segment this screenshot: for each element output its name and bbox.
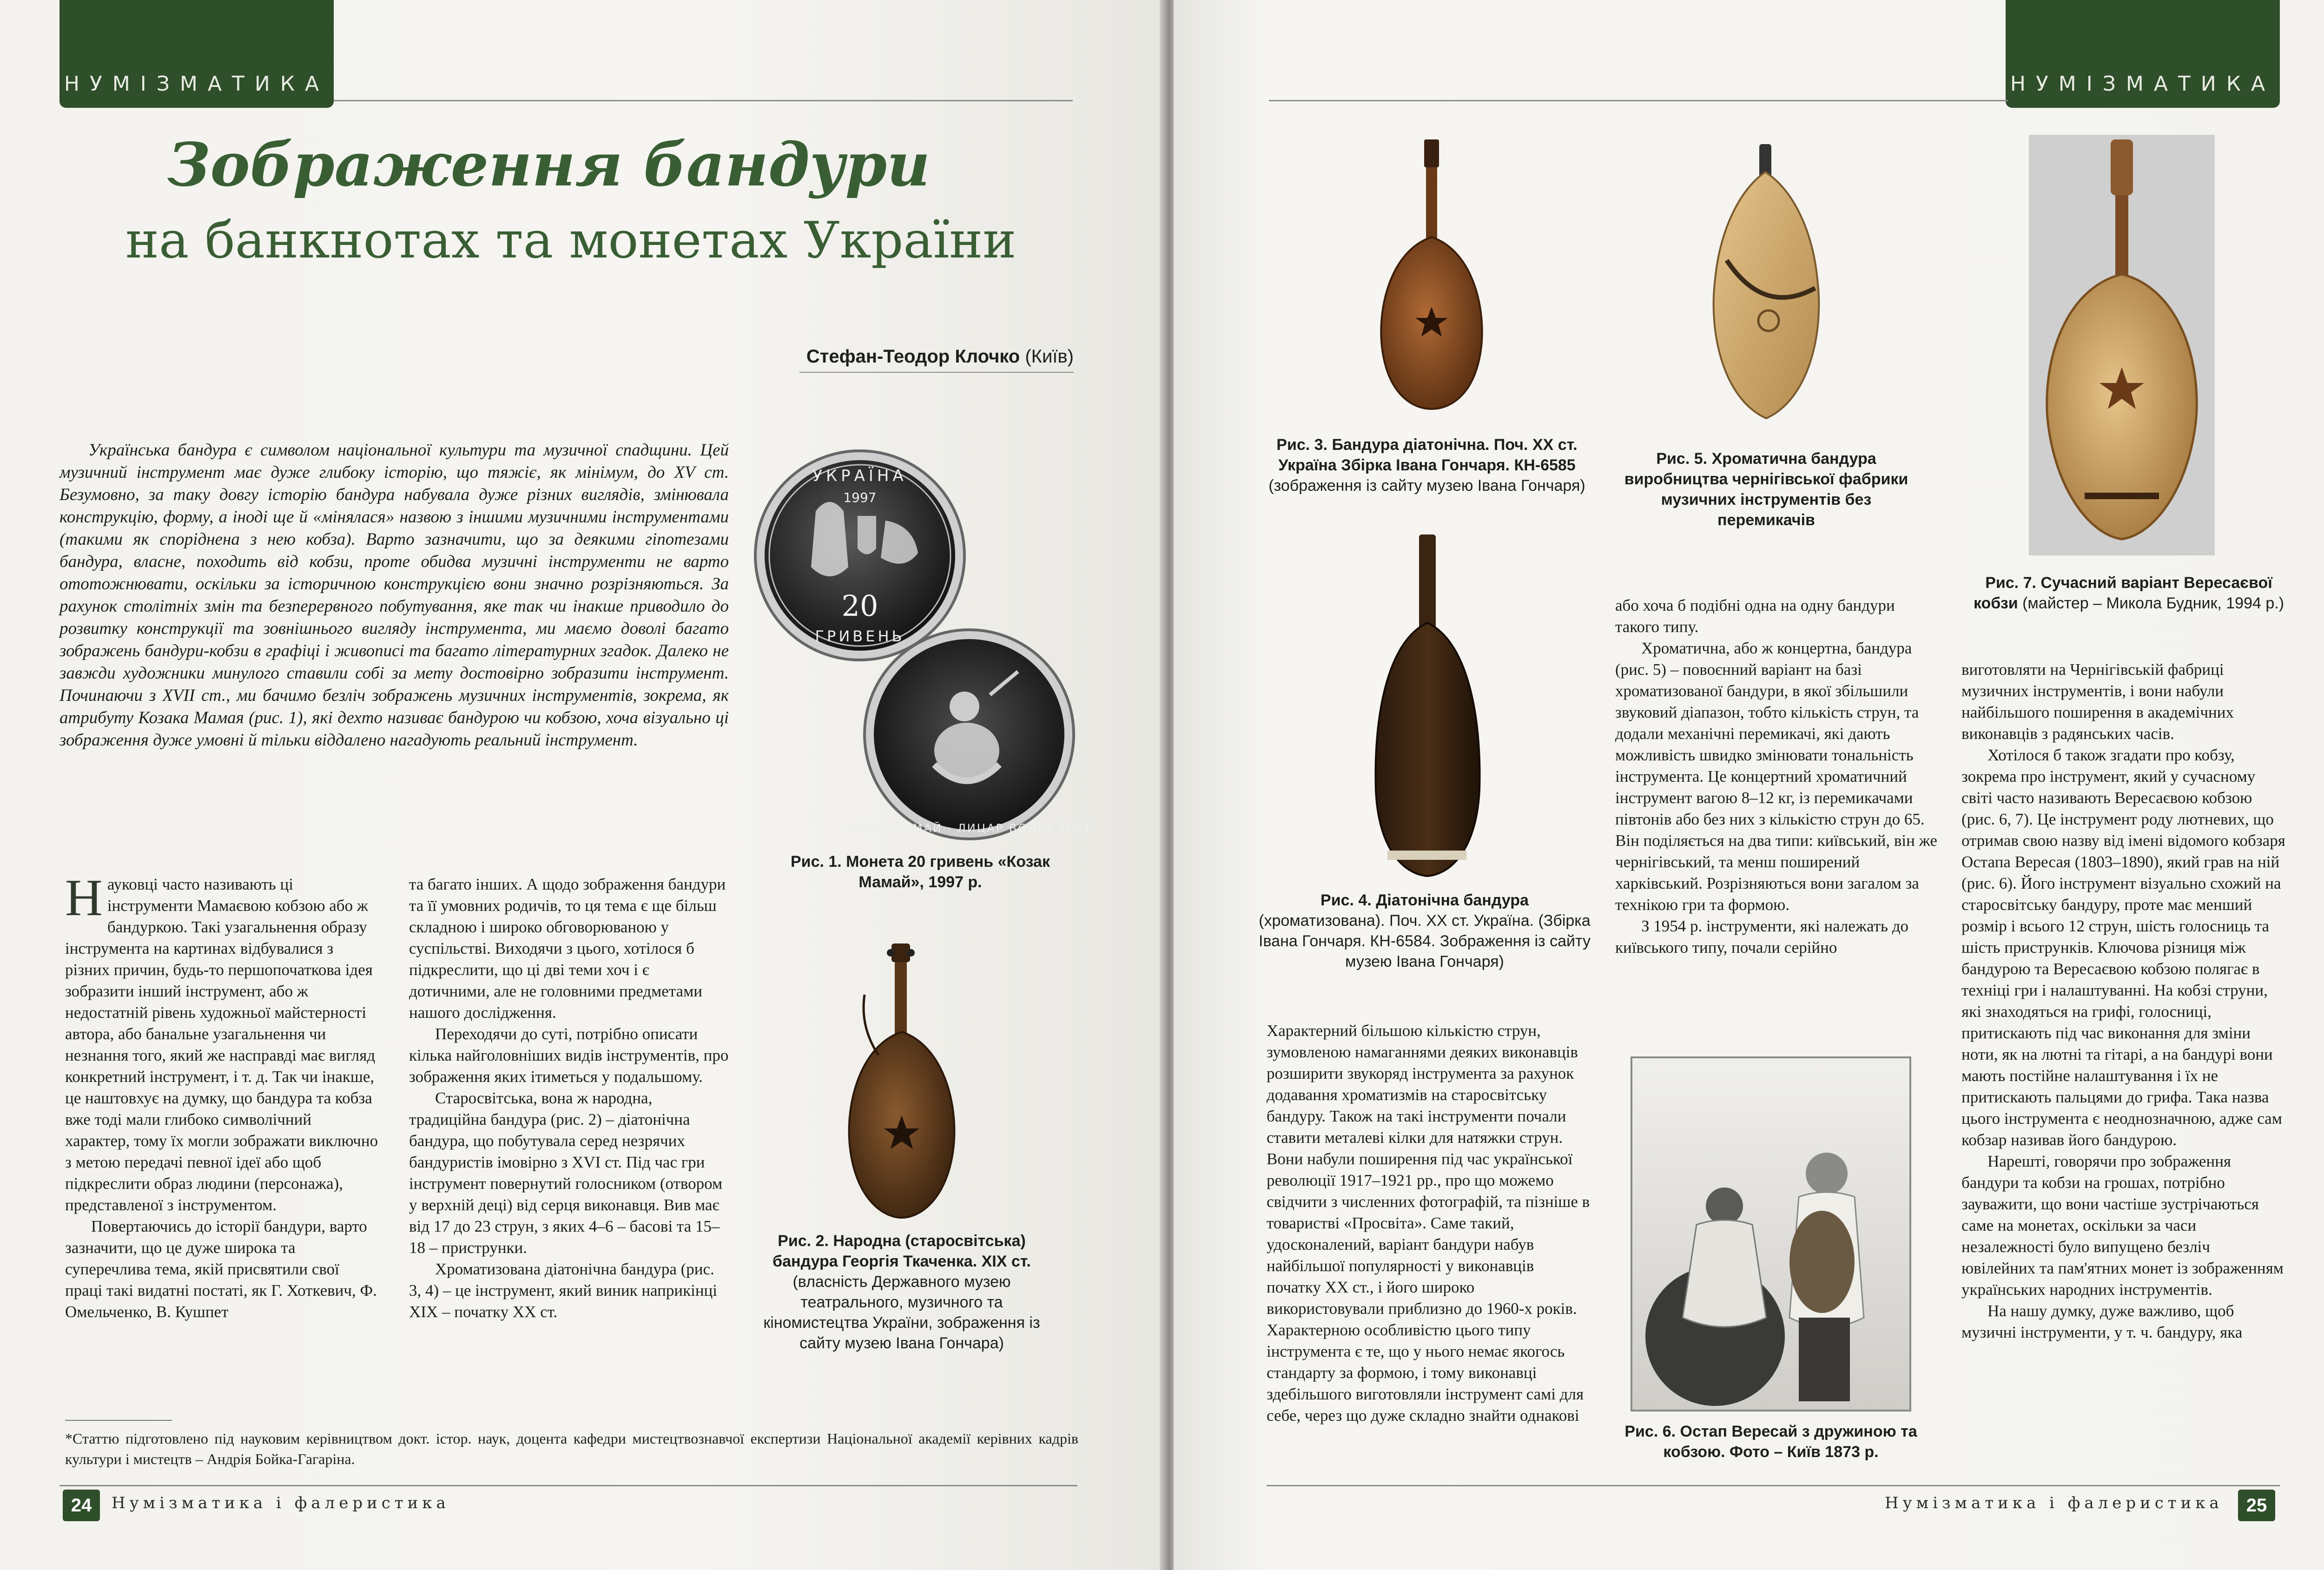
- drop-cap: Н: [65, 869, 103, 927]
- page-number-right: 25: [2238, 1490, 2275, 1521]
- header-rule-right: [1269, 100, 2008, 101]
- author-city: (Київ): [1025, 346, 1074, 367]
- figure-2-caption-title: Рис. 2. Народна (старосвітська) бандура Георгія Ткаченка. XIX ст.: [772, 1232, 1031, 1270]
- coin-reverse: [841, 625, 1097, 844]
- figure-2-caption: [762, 1231, 1041, 1353]
- page-number-left: 24: [63, 1490, 100, 1521]
- figure-1-caption-text: Рис. 1. Монета 20 гривень «Козак Мамай», 1997 р.: [791, 853, 1050, 891]
- figure-4-caption-text: (хроматизована). Поч. XX ст. Україна. (Збірка Івана Гончаря. КН-6584. Зображення із сайту музею Івана Гончаря): [1259, 912, 1591, 970]
- figure-4-caption: [1253, 890, 1597, 972]
- author-name: Стефан-Теодор Клочко: [806, 346, 1020, 367]
- figure-2-bandura: [832, 939, 971, 1227]
- author-rule: [799, 372, 1074, 373]
- col5-paragraph-2: Хотілося б також згадати про кобзу, зокрема про інструмент, який у сучасному світі часто називають Вересаєвою кобзою (рис. 6, 7). Це інструмент роду лютневих, що отримав свою назву від імені відомого кобзаря Остапа Вересая (1803–1890), який грав на ній (рис. 6). Його інструмент візуально схожий на старосвітську бандуру, проте має менший розмір і всього 12 струн, шість голосниць та шість приструнків. Ключова різниця між бандурою та Вересаєвою кобзою полягає в техніці гри і налаштуванні. На кобзі струни, які знаходяться на грифі, голосниці, притискають під час виконання для зміни ноти, як на лютні та гітарі, а на бандурі вони мають постійне налаштування і їх не притискають пальцями до грифа. Така назва цього інструмента є неоднозначною, адже сам кобзар називав його бандурою.: [1961, 746, 2285, 1149]
- col2-paragraph-2: Переходячи до суті, потрібно описати кілька найголовніших видів інструментів, про зображення яких ітиметься у подальшому.: [409, 1025, 729, 1086]
- journal-name-left: Нумізматика і фалеристика: [112, 1494, 450, 1512]
- figure-5-bandura: [1683, 139, 1850, 437]
- article-subtitle: на банкнотах та монетах України: [125, 211, 1017, 270]
- body-column-2: [409, 874, 730, 1323]
- col2-paragraph-3: Старосвітська, вона ж народна, традиційна бандура (рис. 2) – діатонічна бандура, що побутувала серед незрячих бандуристів імовірно з XVI ст. Під час гри інструмент повернутий голосником (отвором у верхній деці) від серця виконавця. Вив має від 17 до 23 струн, з яких 4–6 – басові та 15–18 – приструнки.: [409, 1089, 723, 1257]
- figure-6-photo: [1631, 1057, 1910, 1411]
- footer-rule: [59, 1485, 1077, 1486]
- figure-3-caption-title: Рис. 3. Бандура діатонічна. Поч. XX ст. Україна Збірка Івана Гончаря. КН-6585: [1276, 436, 1578, 474]
- figure-6-caption-title: Рис. 6. Остап Вересай з дружиною та кобзою. Фото – Київ 1873 р.: [1624, 1423, 1917, 1461]
- figure-7-caption-text: (майстер – Микола Будник, 1994 р.): [2022, 594, 2284, 612]
- lead-paragraph: Українська бандура є символом національної культури та музичної спадщини. Цей музичний інструмент має дуже глибоку історію, що тяжіє, як мінімум, до XV ст. Безумовно, за таку довгу історію бандура набувала дуже різних виглядів, змінювала конструкцію, форму, а іноді ще й «мінялася» назвою з іншими музичними інструментами (такими як споріднена з нею кобза). Варто зазначити, що за деякими гіпотезами бандура, власне, походить від кобзи, проте обидва музичні інструменти не варто ототожнювати, оскільки за історичною конструкцією вони значно розрізняються. За рахунок столітніх змін та безперервного побутування, яке так чи інакше приводило до розвитку конструкції та зовнішнього вигляду інструмента, ми маємо доволі багато зображень бандури-кобзи в графіці і живописі та багато літературних згадок. Далеко не завжди художники минулого ставили собі за мету достовірно зобразити інструмент. Починаючи з XVII ст., ми бачимо безліч зображень музичних інструментів, зокрема, як атрибуту Козака Мамая (рис. 1), які дехто називає бандурою чи кобзою, хоча візуально ці зображення дуже умовні й тільки віддалено нагадують реальний інструмент.: [59, 441, 729, 750]
- coin-reverse-text: КОЗАК МАМАЙ · ЛИЦАР ВОЛІ І ЧЕСТІ: [841, 822, 1097, 835]
- section-tab: НУМІЗМАТИКА: [59, 0, 334, 108]
- figure-5-caption: [1622, 449, 1910, 530]
- body-column-1: [65, 869, 379, 1323]
- section-tab-right: НУМІЗМАТИКА: [2006, 0, 2280, 108]
- coin-obverse-year: 1997: [843, 490, 877, 505]
- col4-paragraph-1: Характерний більшою кількістю струн, зумовленою намаганнями деяких виконавців розширити звукоряд інструмента за рахунок додавання хроматизмів на старосвітську бандуру. Також на такі інструменти почали ставити металеві кілки для натяжки струн. Вони набули поширення під час української революції 1917–1921 рр., про що можемо свідчити з численних фотографій, та пізніше в товаристві «Просвіта». Саме такий, удосконалений, варіант бандури набув найбільшої популярності у виконавців початку XX ст., і його широко використовували приблизно до 1960-х років. Характерною особливістю цього типу інструмента є те, що у нього немає якогось стандарту за формою, і тому виконавці здебільшого виготовляли інструмент самі для себе, через що дуже складно знайти однакові: [1267, 1022, 1590, 1425]
- journal-name-right: Нумізматика і фалеристика: [1885, 1494, 2223, 1512]
- figure-2-caption-text: (власність Державного музею театрального, музичного та кіномистецтва України, зображення із сайту музею Івана Гончара): [763, 1273, 1040, 1352]
- body-column-5: [1961, 659, 2287, 1343]
- col3-paragraph-3: З 1954 р. інструменти, які належать до київського типу, почали серійно: [1615, 917, 1909, 957]
- figure-3-caption: [1260, 435, 1594, 496]
- coin-obverse-top-text: УКРАЇНА: [812, 467, 907, 485]
- header-rule: [334, 100, 1073, 101]
- figure-6-caption: [1613, 1421, 1929, 1462]
- col5-paragraph-1: виготовляти на Чернігівській фабриці музичних інструментів, і вони набули найбільшого поширення в академічних виконавців з радянських часів.: [1961, 660, 2234, 743]
- col5-paragraph-4: На нашу думку, дуже важливо, щоб музичні інструменти, у т. ч. бандуру, яка: [1961, 1302, 2243, 1341]
- right-page: [1174, 0, 2324, 1570]
- col3-paragraph-1: або хоча б подібні одна на одну бандури такого типу.: [1615, 596, 1895, 636]
- figure-1-caption: [772, 851, 1069, 892]
- figure-7-caption-title: Рис. 7. Сучасний варіант Вересаєвої кобзи: [1973, 574, 2272, 612]
- footnote: *Статтю підготовлено під науковим керівництвом докт. істор. наук, доцента кафедри мистецтвознавчої експертизи Національної академії керівних кадрів культури і мистецтв – Андрія Бойка-Гагаріна.: [65, 1430, 1078, 1467]
- col5-paragraph-3: Нарешті, говорячи про зображення бандури та кобзи на грошах, потрібно зауважити, що вони частіше зустрічаються саме на монетах, оскільки за часи незалежності було випущено безліч ювілейних та пам'ятних монет із зображенням українських народних інструментів.: [1961, 1152, 2284, 1299]
- figure-7-kobza: [2029, 135, 2215, 555]
- figure-4-caption-title: Рис. 4. Діатонічна бандура: [1320, 891, 1529, 909]
- col1-paragraph-1: ауковці часто називають ці інструменти Мамаєвою кобзою або ж бандуркою. Такі узагальнення образу інструмента на картинах відбувалися з різних причин, будь-то першопочаткова ідея зобразити інший інструмент, або ж недостатній рівень художньої майстерності автора, або банальне узагальнення чи незнання того, який же насправді має вигляд конкретний інструмент, і т. д. Так чи інакше, це наштовхує на думку, що бандура та кобза вже тоді мали глибоко символічний характер, тому їх могли зображати виключно з метою передачі певної ідеї або щоб підкреслити образ людини (персонажа), представленої з інструментом.: [65, 875, 378, 1214]
- figure-3-bandura: [1357, 135, 1506, 414]
- body-column-4: [1267, 1020, 1592, 1426]
- coin-obverse-value: 20: [841, 589, 878, 623]
- col3-paragraph-2: Хроматична, або ж концертна, бандура (рис. 5) – повоєнний варіант на базі хроматизованої бандури, в якої збільшили звуковий діапазон, тобто кількість струн, та додали механічні перемикачі, які дають можливість швидко змінювати тональність інструмента. Це концертний хроматичний інструмент вагою 8–12 кг, із перемикачами півтонів або без них з кількістю струн до 65. Він поділяється на два типи: київський, він же чернігівський, та менш поширений харківський. Розрізняються вони загалом за технікою гри та формою.: [1615, 639, 1937, 914]
- footnote-rule: [65, 1420, 172, 1421]
- col2-paragraph-1: та багато інших. А щодо зображення бандури та її умовних родичів, то ця тема є ще більш складною і широко обговорюваною у суспільстві. Виходячи з цього, хотілося б підкреслити, що ці дві теми хоч і є дотичними, але не головними предметами нашого дослідження.: [409, 875, 726, 1022]
- coin-obverse-bottom-text: ГРИВЕНЬ: [815, 627, 905, 645]
- figure-5-caption-title: Рис. 5. Хроматична бандура виробництва чернігівської фабрики музичних інструментів без перемикачів: [1624, 450, 1908, 529]
- article-title: Зображення бандури: [167, 130, 930, 200]
- body-column-3: [1615, 595, 1941, 958]
- col2-paragraph-4: Хроматизована діатонічна бандура (рис. 3, 4) – це інструмент, який виник наприкінці XIX – початку XX ст.: [409, 1260, 718, 1321]
- footer-rule-right: [1267, 1485, 2280, 1486]
- figure-7-caption: [1966, 573, 2291, 613]
- figure-3-caption-text: (зображення із сайту музею Івана Гончаря): [1268, 477, 1585, 495]
- col1-paragraph-2: Повертаючись до історії бандури, варто зазначити, що це дуже широка та суперечлива тема, якій присвятили свої праці такі видатні постаті, як Г. Хоткевич, Ф. Омельченко, В. Кушпет: [65, 1217, 377, 1321]
- author-byline: [697, 346, 1074, 367]
- figure-4-bandura: [1360, 530, 1499, 883]
